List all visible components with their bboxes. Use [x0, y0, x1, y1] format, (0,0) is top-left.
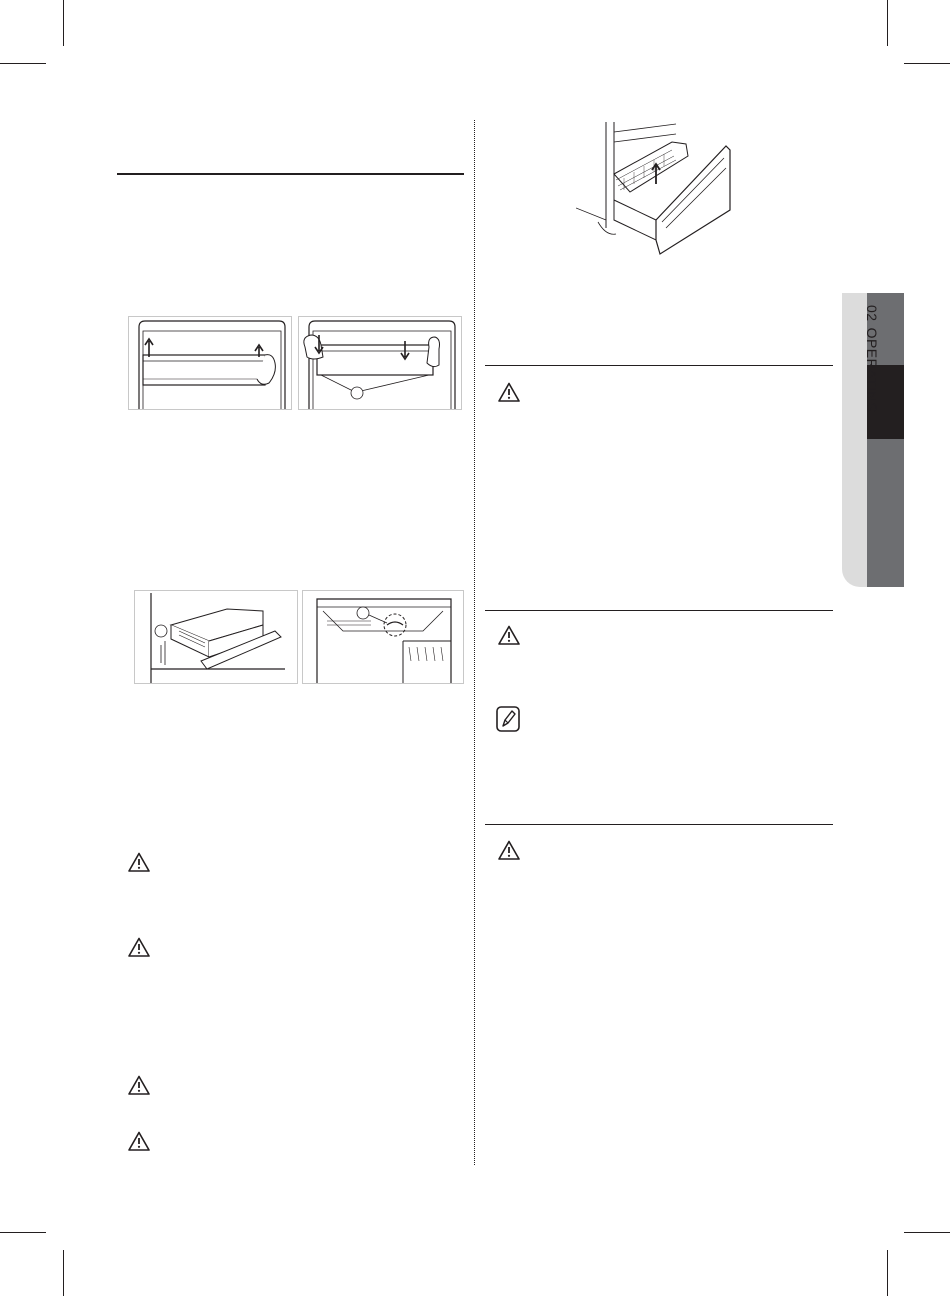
chapter-side-tab — [842, 293, 904, 587]
chapter-number: 02 — [864, 305, 880, 322]
crop-mark — [904, 63, 950, 64]
crop-mark — [887, 0, 888, 46]
column-divider — [474, 120, 475, 1165]
door-bin-lift-figure — [128, 316, 292, 410]
crop-mark — [0, 1232, 46, 1233]
caution-triangle-icon — [128, 1075, 150, 1095]
chapter-label — [860, 305, 880, 425]
freezer-drawer-figure — [576, 120, 736, 260]
caution-triangle-icon — [128, 937, 150, 957]
crop-mark — [0, 63, 46, 64]
crop-mark — [63, 1250, 64, 1296]
chapter-title: OPERATING — [864, 327, 880, 414]
section-rule — [117, 173, 464, 175]
compartment-detail-figure — [302, 590, 464, 684]
crop-mark — [63, 0, 64, 46]
section-rule — [485, 610, 833, 611]
section-rule — [485, 824, 833, 825]
door-bin-lower-figure — [298, 316, 462, 410]
caution-triangle-icon — [498, 625, 520, 645]
caution-triangle-icon — [128, 1131, 150, 1151]
caution-triangle-icon — [498, 840, 520, 860]
section-rule — [485, 365, 833, 366]
drawer-removal-figure — [134, 590, 298, 684]
note-pencil-icon — [496, 706, 520, 732]
caution-triangle-icon — [498, 382, 520, 402]
caution-triangle-icon — [128, 852, 150, 872]
crop-mark — [904, 1232, 950, 1233]
crop-mark — [887, 1250, 888, 1296]
